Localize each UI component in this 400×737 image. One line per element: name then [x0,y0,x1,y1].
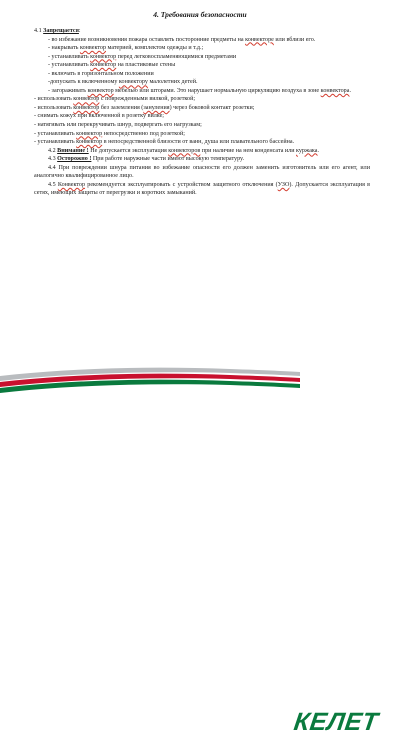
section-4-4: 4.4 При повреждении шнура питания во избежание опасности его должен заменить изготовитель или его агент, или аналогично квалифицированное лицо. [34,164,370,180]
prohibition-item: - устанавливать конвектор на пластиковые стены [48,62,176,69]
prohibition-item: - во избежание возникновения пожара оставлять посторонние предметы на конвекторе или вблизи его. [48,36,316,43]
prohibition-item: - устанавливать конвектор перед легковоспламеняющимися предметами [48,53,237,60]
section-4-2: 4.2 Внимание ! Не допускается эксплуатация конвекторов при наличие на нем конденсата или куржака. [48,147,320,154]
section-4-5: 4.5 Конвектор рекомендуется эксплуатировать с устройством защитного отключения (УЗО). Допускается эксплуатация в сетях, имеющих защиты от перегрузки и коротких замыканий. [34,181,370,197]
prohibition-item: - устанавливать конвектор непосредственно под розеткой; [34,130,185,137]
prohibition-item: - накрывать конвектор материей, комплектом одежды и т.д.; [48,45,204,52]
prohibition-item: - устанавливать конвектор в непосредственной близости от ванн, душа или плавательного бассейна. [34,139,295,146]
footer-banner [0,346,400,736]
section-4-1-heading: 4.1 Запрещается: [34,28,81,34]
brand-stripes [0,346,400,400]
prohibition-item: - натягивать или перекручивать шнур, подвергать его нагрузкам; [34,122,202,129]
prohibition-item: - использовать конвектор без заземления (зануления) через боковой контакт розетки; [34,104,255,111]
section-title: 4. Требования безопасности [153,10,247,19]
prohibition-item: -допускать к включенному конвектору малолетних детей. [48,79,198,86]
prohibition-item: - загораживать конвектор мебелью или шторами. Это нарушает нормальную циркуляцию воздуха в зоне конвектора. [48,87,351,94]
kelet-logo: КЕЛЕТ [292,708,381,736]
prohibition-item: - использовать конвектор с поврежденными вилкой, розеткой; [34,96,196,103]
prohibition-item: - включать в горизонтальном положении [48,70,154,77]
prohibition-item: - снимать кожух при включенной в розетку вилке; [34,113,164,120]
section-4-3: 4.3 Осторожно ! При работе наружные части имеют высокую температуру. [48,156,244,163]
document-body [34,27,370,198]
